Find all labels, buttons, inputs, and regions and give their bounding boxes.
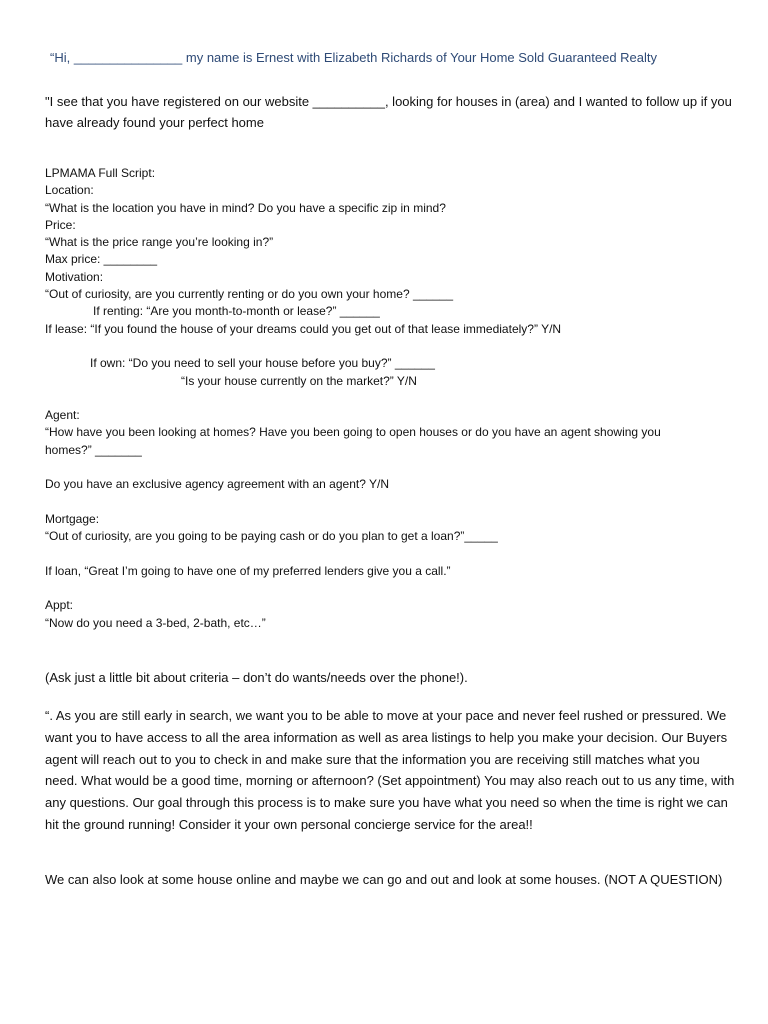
appt-label: Appt: bbox=[45, 598, 74, 613]
location-question: “What is the location you have in mind? Do you have a specific zip in mind? bbox=[45, 200, 446, 215]
final-line: We can also look at some house online and maybe we can go and out and look at some houses. (NOT A QUESTION) bbox=[45, 872, 723, 887]
location-label: Location: bbox=[45, 183, 94, 198]
spacer bbox=[45, 459, 661, 476]
price-label: Price: bbox=[45, 217, 76, 232]
intro-line: “Hi, _______________ my name is Ernest with Elizabeth Richards of Your Home Sold Guaranteed Realty bbox=[50, 50, 658, 65]
spacer bbox=[45, 338, 661, 355]
spacer bbox=[45, 546, 661, 563]
agent-question-cont: homes?” _______ bbox=[45, 442, 142, 457]
closing-paragraph: “. As you are still early in search, we want you to be able to move at your pace and never feel rushed or pressured. We want you to have access to all the area information as well as area listings to help you make your decision. Our Buyers agent will reach out to you to check in and make sure that the information you are receiving still matches what you need. What would be a good time, morning or afternoon? (Set appointment) You may also reach out to us any time, with any questions. Our goal through this process is to make sure you have what you need so when the time is right we can hit the ground running! Consider it your own personal concierge service for the area!! bbox=[45, 708, 735, 832]
appt-question: “Now do you need a 3-bed, 2-bath, etc…” bbox=[45, 615, 266, 630]
agent-question: “How have you been looking at homes? Have you been going to open houses or do you have an agent showing you bbox=[45, 425, 661, 440]
exclusive-agreement-question: Do you have an exclusive agency agreement with an agent? Y/N bbox=[45, 477, 389, 492]
opening-paragraph: "I see that you have registered on our website __________, looking for houses in (area) and I wanted to follow up if you have already found your perfect home bbox=[45, 94, 732, 130]
own-question: If own: “Do you need to sell your house before you buy?” ______ bbox=[90, 356, 435, 371]
motivation-label: Motivation: bbox=[45, 269, 104, 284]
price-question: “What is the price range you’re looking in?” bbox=[45, 235, 274, 250]
script-heading: LPMAMA Full Script: bbox=[45, 166, 156, 180]
mortgage-question: “Out of curiosity, are you going to be paying cash or do you plan to get a loan?”_____ bbox=[45, 529, 498, 544]
max-price-line: Max price: ________ bbox=[45, 252, 158, 267]
mortgage-label: Mortgage: bbox=[45, 511, 100, 526]
spacer bbox=[45, 580, 661, 597]
motivation-question: “Out of curiosity, are you currently renting or do you own your home? ______ bbox=[45, 287, 453, 302]
renting-question: If renting: “Are you month-to-month or lease?” ______ bbox=[93, 304, 380, 319]
loan-line: If loan, “Great I’m going to have one of my preferred lenders give you a call.” bbox=[45, 563, 451, 578]
lpmama-script bbox=[45, 165, 661, 632]
criteria-note: (Ask just a little bit about criteria – don’t do wants/needs over the phone!). bbox=[45, 670, 468, 685]
spacer bbox=[45, 390, 661, 407]
market-question: “Is your house currently on the market?” Y/N bbox=[181, 373, 417, 388]
spacer bbox=[45, 494, 661, 511]
lease-question: If lease: “If you found the house of your dreams could you get out of that lease immediately?” Y/N bbox=[45, 321, 562, 336]
agent-label: Agent: bbox=[45, 408, 80, 423]
